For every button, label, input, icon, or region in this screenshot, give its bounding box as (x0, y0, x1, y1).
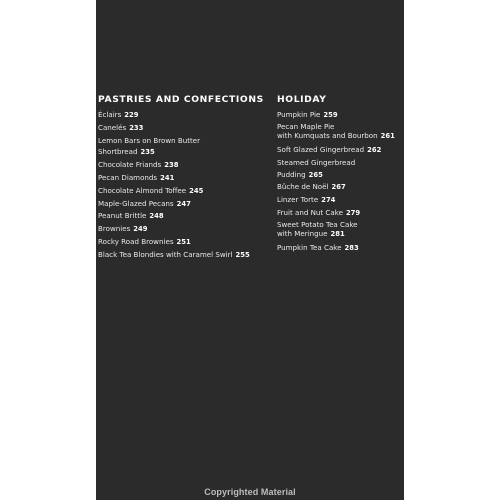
entry-page-number: 267 (331, 183, 346, 192)
entry-page-number: 248 (149, 212, 164, 221)
entry-title: Rocky Road Brownies (98, 236, 174, 246)
toc-entry (98, 159, 256, 172)
watermark-bottom: Copyrighted Material (204, 487, 296, 497)
toc-entry (277, 220, 402, 240)
entry-page-number: 279 (345, 208, 361, 217)
toc-entry (277, 207, 402, 220)
toc-entry (277, 194, 402, 207)
toc-entry (277, 144, 402, 157)
entry-title: Black Tea Blondies with Caramel Swirl (98, 249, 233, 259)
entry-page-number: 229 (124, 111, 139, 119)
toc-entry (98, 198, 256, 211)
entry-page-number: 247 (176, 199, 191, 208)
entry-title: Brownies (98, 224, 131, 234)
entry-list (277, 109, 402, 255)
entry-title: Canelés (98, 122, 127, 132)
section-heading: PASTRIES AND CONFECTIONS (98, 94, 264, 105)
entry-title: Pecan Diamonds (98, 172, 158, 182)
toc-entry (98, 223, 256, 236)
entry-page-number: 255 (235, 250, 250, 259)
toc-entry (277, 157, 402, 182)
entry-title: Pumpkin Tea Cake (277, 242, 342, 252)
toc-entry (98, 172, 256, 185)
entry-page-number: 259 (323, 111, 338, 119)
entry-page-number: 241 (160, 173, 175, 182)
entry-page-number: 245 (189, 186, 204, 195)
toc-entry (98, 236, 256, 249)
toc-entry (98, 210, 256, 223)
entry-page-number: 265 (308, 170, 323, 179)
toc-entry (98, 185, 256, 198)
entry-title: Sweet Potato Tea Cake with Meringue (277, 219, 358, 239)
toc-entry (277, 109, 402, 122)
toc-entry (98, 122, 256, 135)
section-pastries (98, 94, 264, 262)
entry-page-number: 238 (164, 161, 179, 170)
contents-page (96, 0, 404, 500)
toc-entry (98, 135, 256, 160)
entry-title: Soft Glazed Gingerbread (277, 144, 365, 154)
entry-title: Maple-Glazed Pecans (98, 198, 174, 208)
toc-entry (277, 181, 402, 194)
entry-title: Bûche de Noël (277, 182, 329, 192)
entry-page-number: 249 (133, 225, 148, 234)
entry-title: Peanut Brittle (98, 211, 147, 221)
section-heading: HOLIDAY (277, 94, 327, 105)
entry-page-number: 233 (129, 123, 144, 132)
entry-page-number: 283 (344, 243, 359, 252)
entry-page-number: 262 (367, 145, 382, 154)
entry-title: Éclairs (98, 110, 122, 119)
entry-title: Linzer Torte (277, 195, 319, 205)
entry-title: Chocolate Friands (98, 160, 162, 170)
section-holiday (277, 94, 402, 255)
entry-list (98, 109, 256, 262)
entry-title: Fruit and Nut Cake (277, 207, 343, 217)
entry-title: Steamed Gingerbread Pudding (277, 157, 356, 179)
toc-entry (277, 242, 402, 255)
entry-page-number: 235 (140, 148, 155, 157)
entry-page-number: 251 (176, 237, 191, 246)
toc-entry (98, 109, 256, 122)
entry-title: Pecan Maple Pie with Kumquats and Bourbon (277, 121, 378, 141)
entry-title: Chocolate Almond Toffee (98, 185, 187, 195)
entry-page-number: 261 (380, 132, 395, 141)
entry-page-number: 274 (321, 196, 336, 205)
toc-entry (98, 249, 256, 262)
entry-title: Pumpkin Pie (277, 110, 321, 119)
toc-entry (277, 122, 402, 142)
entry-page-number: 281 (330, 230, 345, 239)
entry-title: Lemon Bars on Brown Butter Shortbread (98, 135, 201, 157)
